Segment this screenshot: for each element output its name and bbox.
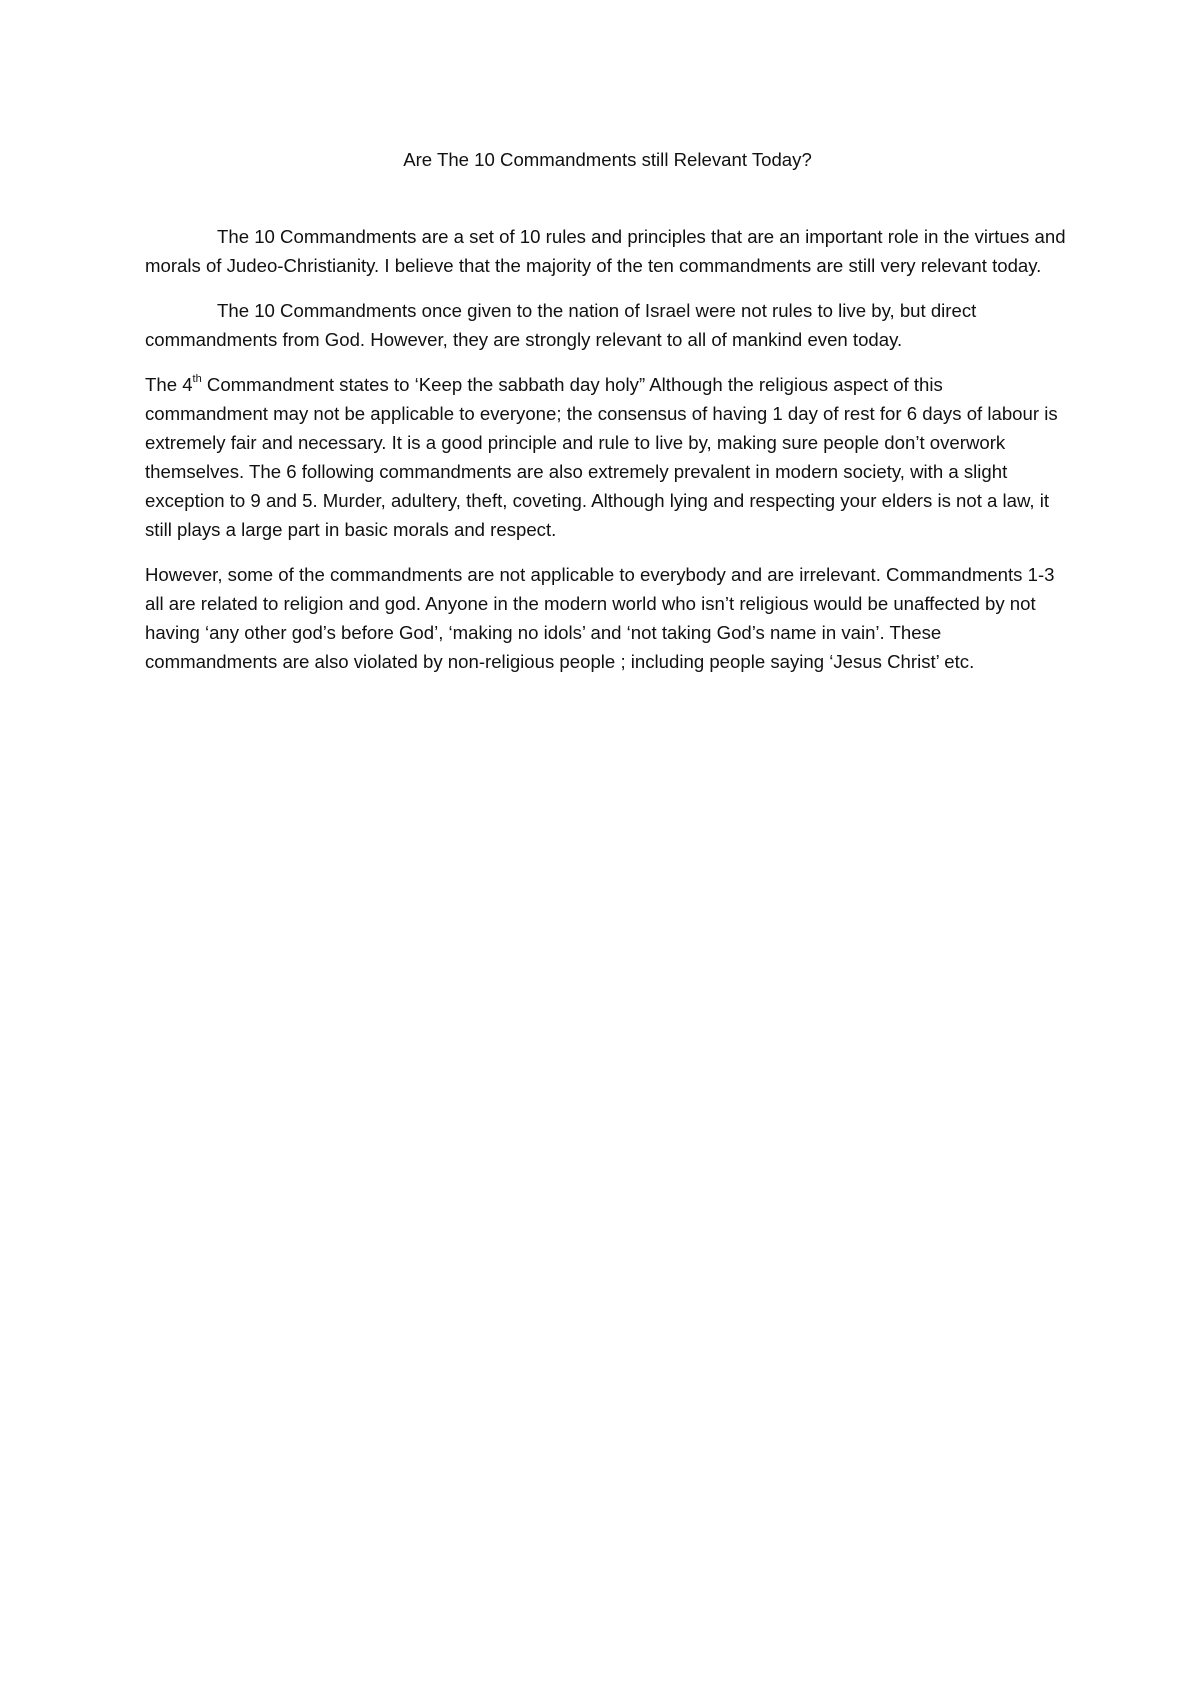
paragraph-fourth-start: The 4 xyxy=(145,374,193,395)
paragraph-fourth-rest: Commandment states to ‘Keep the sabbath day holy” Although the religious aspect of this commandment may not be applicable to everyone; the consensus of having 1 day of rest for 6 days of labour is extremely fair and necessary. It is a good principle and rule to live by, making sure people don’t overwork themselves. The 6 following commandments are also extremely prevalent in modern society, with a slight exception to 9 and 5. Murder, adultery, theft, coveting. Although lying and respecting your elders is not a law, it still plays a large part in basic morals and respect. xyxy=(145,374,1058,540)
paragraph-fourth-commandment xyxy=(145,370,1070,544)
paragraph-intro: The 10 Commandments are a set of 10 rules and principles that are an important role in the virtues and morals of Judeo-Christianity. I believe that the majority of the ten commandments are still very relevant today. xyxy=(145,226,1066,276)
ordinal-superscript: th xyxy=(192,372,202,385)
document-title: Are The 10 Commandments still Relevant Today? xyxy=(403,149,812,170)
paragraph-irrelevant: However, some of the commandments are not applicable to everybody and are irrelevant. Commandments 1-3 all are related to religion and god. Anyone in the modern world who isn’t religious would be unaffected by not having ‘any other god’s before God’, ‘making no idols’ and ‘not taking God’s name in vain’. These commandments are also violated by non-religious people ; including people saying ‘Jesus Christ’ etc. xyxy=(145,564,1055,672)
document-body xyxy=(145,145,1070,692)
paragraph-israel: The 10 Commandments once given to the nation of Israel were not rules to live by, but direct commandments from God. However, they are strongly relevant to all of mankind even today. xyxy=(145,300,977,350)
